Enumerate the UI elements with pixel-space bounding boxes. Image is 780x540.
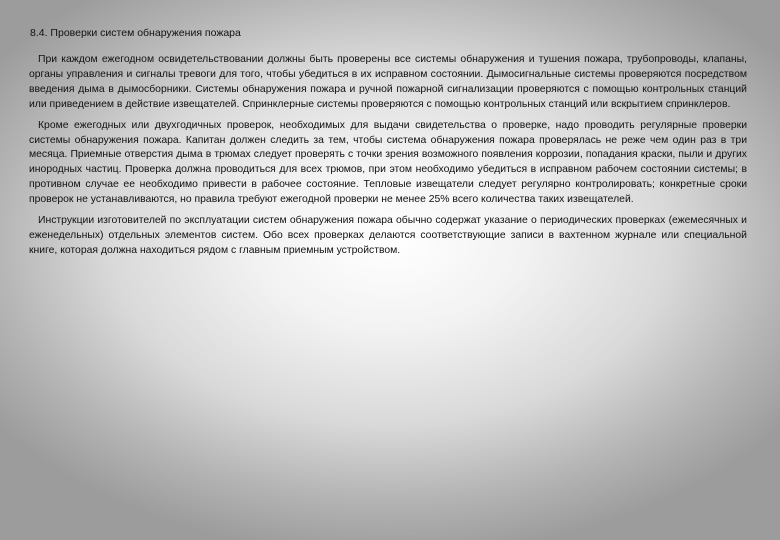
- paragraph-manufacturer-instructions: Инструкции изготовителей по эксплуатации систем обнаружения пожара обычно содержат указание о периодических проверках (ежемесячных и еженедельных) отдельных элементов систем. Обо всех проверках делаются соответствующие записи в вахтенном журнале или специальной книге, которая должна находиться рядом с главным приемным устройством.: [29, 215, 747, 256]
- section-heading: 8.4. Проверки систем обнаружения пожара: [30, 27, 241, 39]
- paragraph-regular-checks: Кроме ежегодных или двухгодичных проверок, необходимых для выдачи свидетельства о проверке, надо проводить регулярные проверки системы обнаружения пожара. Капитан должен следить за тем, чтобы система обнаружения пожара проверялась не реже чем один раз в три месяца. Приемные отверстия дыма в трюмах следует проверять с точки зрения возможного появления коррозии, попадания краски, пыли и других инородных частиц. Проверка должна проводиться для всех трюмов, при этом необходимо убедиться в исправном рабочем состоянии системы; в противном случае ее необходимо привести в рабочее состояние. Тепловые извещатели следует регулярно контролировать; конкретные сроки проверок не устанавливаются, но правила требуют ежегодной проверки не менее 25% всего количества таких извещателей.: [29, 119, 747, 206]
- body-text: [29, 53, 747, 265]
- paragraph-annual-inspection: При каждом ежегодном освидетельствовании должны быть проверены все системы обнаружения и тушения пожара, трубопроводы, клапаны, органы управления и сигналы тревоги для того, чтобы убедиться в их исправном состоянии. Дымосигнальные системы проверяются посредством введения дыма в дымосборники. Системы обнаружения пожара и ручной пожарной сигнализации проверяются с помощью контрольных станций или приведением в действие извещателей. Спринклерные системы проверяются с помощью контрольных станций или вскрытием спринклеров.: [29, 54, 747, 110]
